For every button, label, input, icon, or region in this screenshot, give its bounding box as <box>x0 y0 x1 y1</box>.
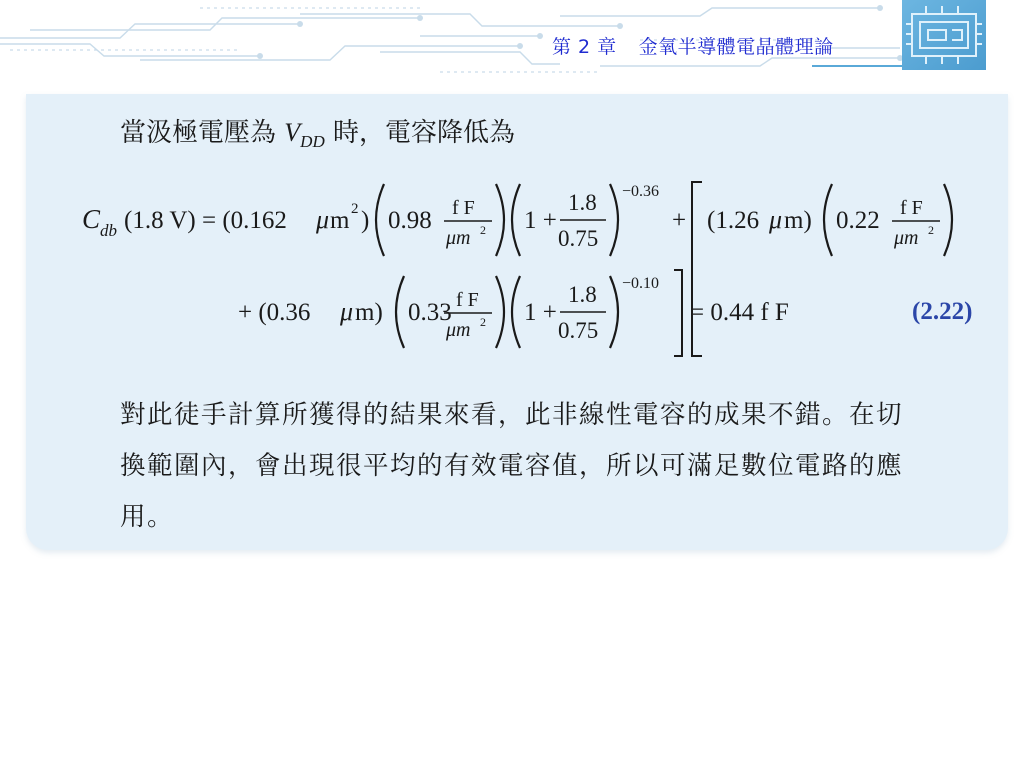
paren-right-4 <box>496 276 504 348</box>
term3-lead: + (0.36 <box>238 299 317 326</box>
vdd-subscript: DD <box>300 132 325 152</box>
exponent-010: −0.10 <box>622 275 660 292</box>
paren-left-1 <box>376 184 384 256</box>
square-exp-1: 2 <box>351 201 359 217</box>
chapter-number: 第 2 章 <box>552 36 617 58</box>
bracket-left <box>692 182 702 356</box>
um2-denominator-1: μm <box>446 227 471 249</box>
intro-text-before: 當汲極電壓為 <box>120 118 277 148</box>
um2-sq-3: 2 <box>480 315 486 329</box>
frac-num-1: 1.8 <box>568 190 597 215</box>
exponent-036: −0.36 <box>622 183 660 200</box>
vdd-v: V <box>284 118 301 147</box>
paren-left-2 <box>512 184 520 256</box>
one-plus-1: 1 + <box>524 207 557 234</box>
plus-sign-1: + <box>672 207 687 234</box>
body-paragraph <box>120 390 988 543</box>
coef-022: 0.22 <box>836 207 880 234</box>
paren-right-5 <box>610 276 618 348</box>
chapter-subject: 金氧半導體電晶體理論 <box>638 36 834 58</box>
paragraph-line-3: 用。 <box>120 502 175 532</box>
frac-num-2: 1.8 <box>568 282 597 307</box>
paren-right-3 <box>944 184 952 256</box>
ff-numerator-3: f F <box>456 289 479 311</box>
um2-denominator-2: μm <box>894 227 919 249</box>
one-plus-2: 1 + <box>524 299 557 326</box>
term3-unit: m) <box>355 299 383 326</box>
paragraph-line-1: 對此徒手計算所獲得的結果來看，此非線性電容的成果不錯。在切 <box>120 400 904 430</box>
um2-sq-2: 2 <box>928 223 934 237</box>
coef-033: 0.33 <box>408 299 452 326</box>
bracket-right <box>674 270 682 356</box>
mu-symbol-3: μ <box>340 297 354 326</box>
term2-value: (1.26 <box>707 207 766 234</box>
cdb-subscript: db <box>100 221 117 240</box>
intro-text-after: 時，電容降低為 <box>324 118 515 148</box>
frac-den-1: 0.75 <box>558 226 599 251</box>
m-unit-1: m <box>330 207 350 234</box>
paren-left-5 <box>512 276 520 348</box>
paragraph-line-2: 換範圍內，會出現很平均的有效電容值，所以可滿足數位電路的應 <box>120 451 904 481</box>
mu-symbol-2: μ <box>769 205 783 234</box>
lhs-argument: (1.8 V) = (0.162 <box>124 207 294 234</box>
mu-symbol-1: μ <box>316 205 330 234</box>
ff-numerator-2: f F <box>900 197 923 219</box>
paren-right-2 <box>610 184 618 256</box>
paren-left-3 <box>824 184 832 256</box>
ff-numerator-1: f F <box>452 197 475 219</box>
coef-098: 0.98 <box>388 207 432 234</box>
cdb-symbol: C <box>82 204 101 234</box>
um2-denominator-3: μm <box>446 319 471 341</box>
equation-2-22 <box>0 0 1024 380</box>
term2-unit: m) <box>784 207 812 234</box>
paren-left-4 <box>396 276 404 348</box>
close-paren-1: ) <box>361 207 370 234</box>
equation-number: (2.22) <box>912 298 973 325</box>
paren-right-1 <box>496 184 504 256</box>
result-value: = 0.44 f F <box>690 299 789 326</box>
um2-sq-1: 2 <box>480 223 486 237</box>
frac-den-2: 0.75 <box>558 318 599 343</box>
